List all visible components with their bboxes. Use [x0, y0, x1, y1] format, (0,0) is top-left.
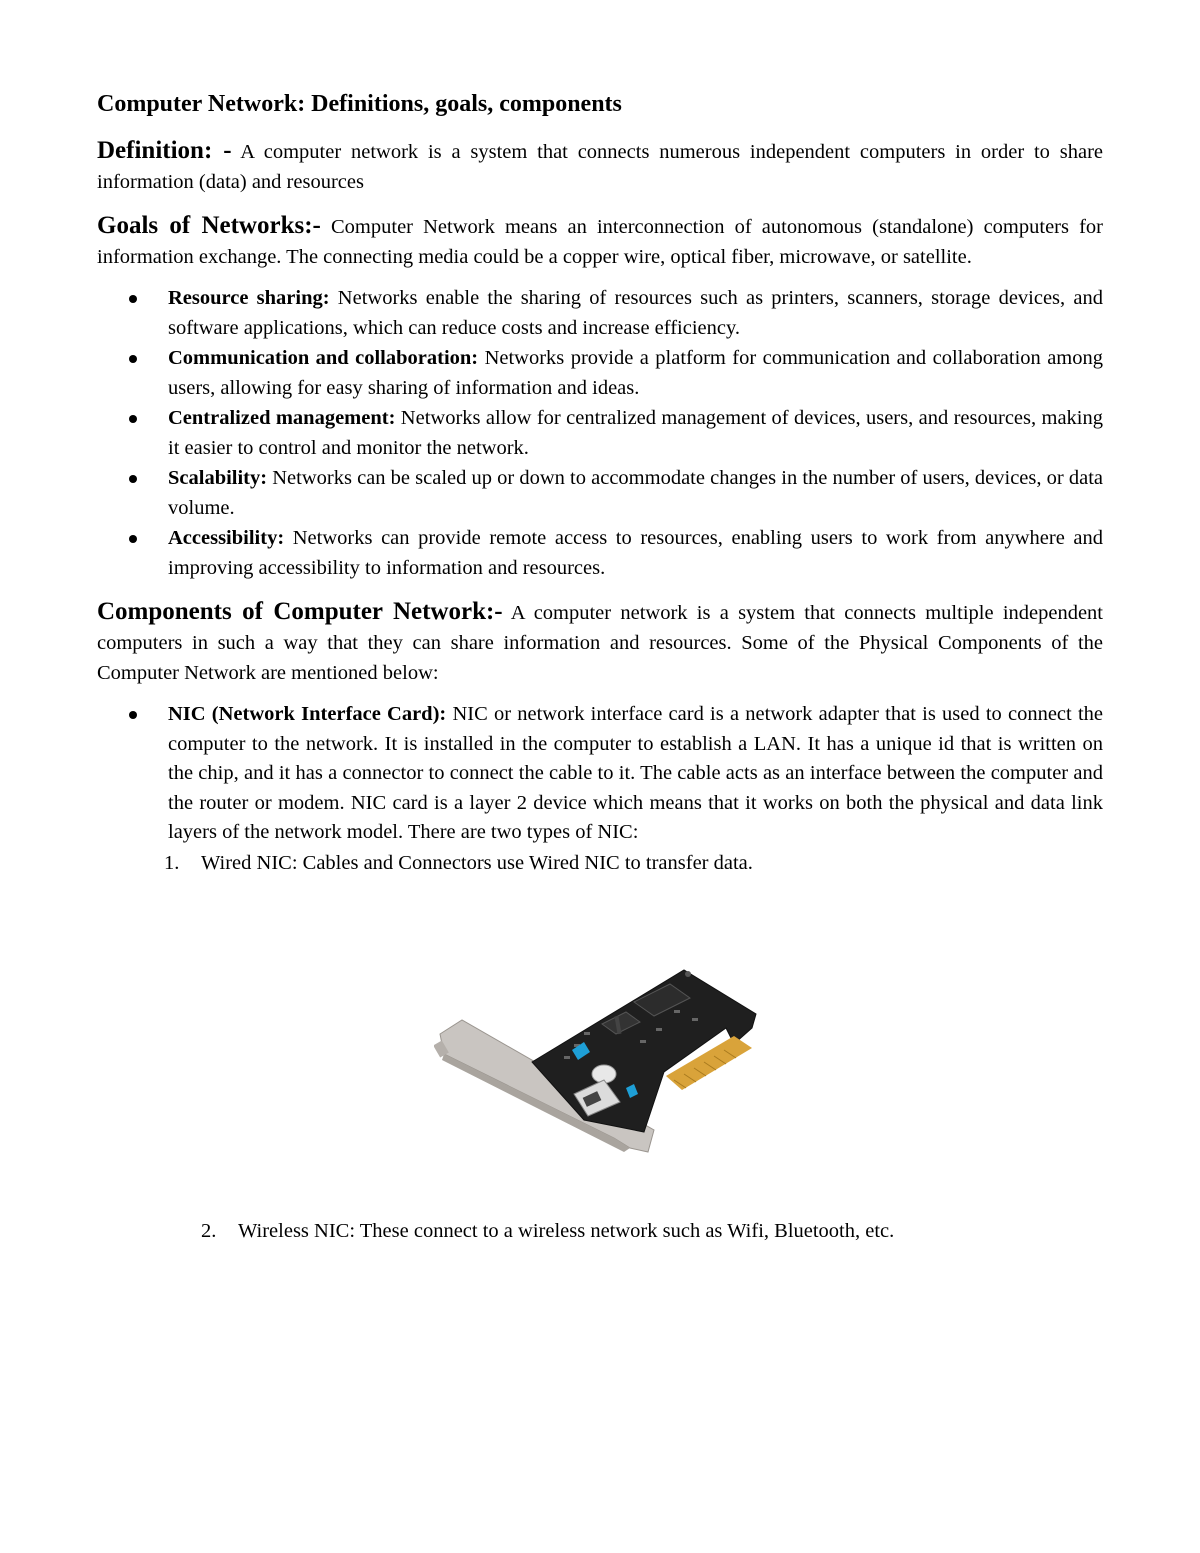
bullet-icon [129, 295, 137, 303]
list-item [168, 524, 1103, 583]
goal-label: Accessibility: [168, 527, 285, 549]
goal-label: Resource sharing: [168, 287, 330, 309]
bullet-icon [129, 355, 137, 363]
definition-heading: Definition: - [97, 137, 232, 164]
components-list [97, 700, 1103, 848]
components-text: A computer network is a system that connects multiple independent computers in such a way that they can share information and resources. Some of the Physical Components of the Computer Network are mentioned below: [97, 602, 1104, 684]
goals-paragraph [97, 211, 1103, 272]
list-item [168, 464, 1103, 523]
definition-text: A computer network is a system that connects numerous independent computers in order to share information (data) and resources [97, 141, 1103, 193]
nic-type-text: Wired NIC: Cables and Connectors use Wired NIC to transfer data. [201, 851, 753, 874]
goal-text: Networks allow for centralized management of devices, users, and resources, making it easier to control and monitor the network. [168, 407, 1104, 459]
document-page [97, 88, 1103, 878]
goals-text: Computer Network means an interconnection of autonomous (standalone) computers for information exchange. The connecting media could be a copper wire, optical fiber, microwave, or satellite. [97, 216, 1104, 268]
components-heading: Components of Computer Network:- [97, 598, 503, 625]
goal-label: Communication and collaboration: [168, 347, 479, 369]
list-item [168, 284, 1103, 343]
bullet-icon [129, 415, 137, 423]
network-interface-card-image [434, 962, 764, 1162]
bullet-icon [129, 711, 137, 719]
definition-paragraph [97, 136, 1103, 197]
bullet-icon [129, 535, 137, 543]
goals-heading: Goals of Networks:- [97, 212, 321, 239]
list-item [168, 404, 1103, 463]
list-item [201, 1216, 894, 1246]
list-item [168, 344, 1103, 403]
components-paragraph [97, 597, 1103, 688]
goal-text: Networks can provide remote access to resources, enabling users to work from anywhere and improving accessibility to information and resources. [168, 527, 1103, 579]
nic-label: NIC (Network Interface Card): [168, 703, 447, 725]
bullet-icon [129, 475, 137, 483]
nic-types-list [97, 849, 1103, 879]
list-number: 2. [201, 1220, 217, 1242]
list-number: 1. [164, 851, 180, 874]
list-item [168, 700, 1103, 848]
page-title: Computer Network: Definitions, goals, components [97, 91, 622, 117]
goal-text: Networks can be scaled up or down to accommodate changes in the number of users, devices, or data volume. [168, 467, 1103, 519]
nic-type-text: Wireless NIC: These connect to a wireless network such as Wifi, Bluetooth, etc. [238, 1220, 895, 1242]
goal-label: Scalability: [168, 467, 268, 489]
nic-text: NIC or network interface card is a network adapter that is used to connect the computer to the network. It is installed in the computer to establish a LAN. It has a unique id that is written on the chip, and it has a connector to connect the cable to it. The cable acts as an interface between the computer and the router or modem. NIC card is a layer 2 device which means that it works on both the physical and data link layers of the network model. There are two types of NIC: [168, 703, 1103, 843]
goal-text: Networks enable the sharing of resources such as printers, scanners, storage devices, and software applications, which can reduce costs and increase efficiency. [168, 287, 1103, 339]
goal-text: Networks provide a platform for communication and collaboration among users, allowing for easy sharing of information and ideas. [168, 347, 1103, 399]
list-item [164, 849, 1103, 879]
goals-list [97, 284, 1103, 583]
goal-label: Centralized management: [168, 407, 396, 429]
